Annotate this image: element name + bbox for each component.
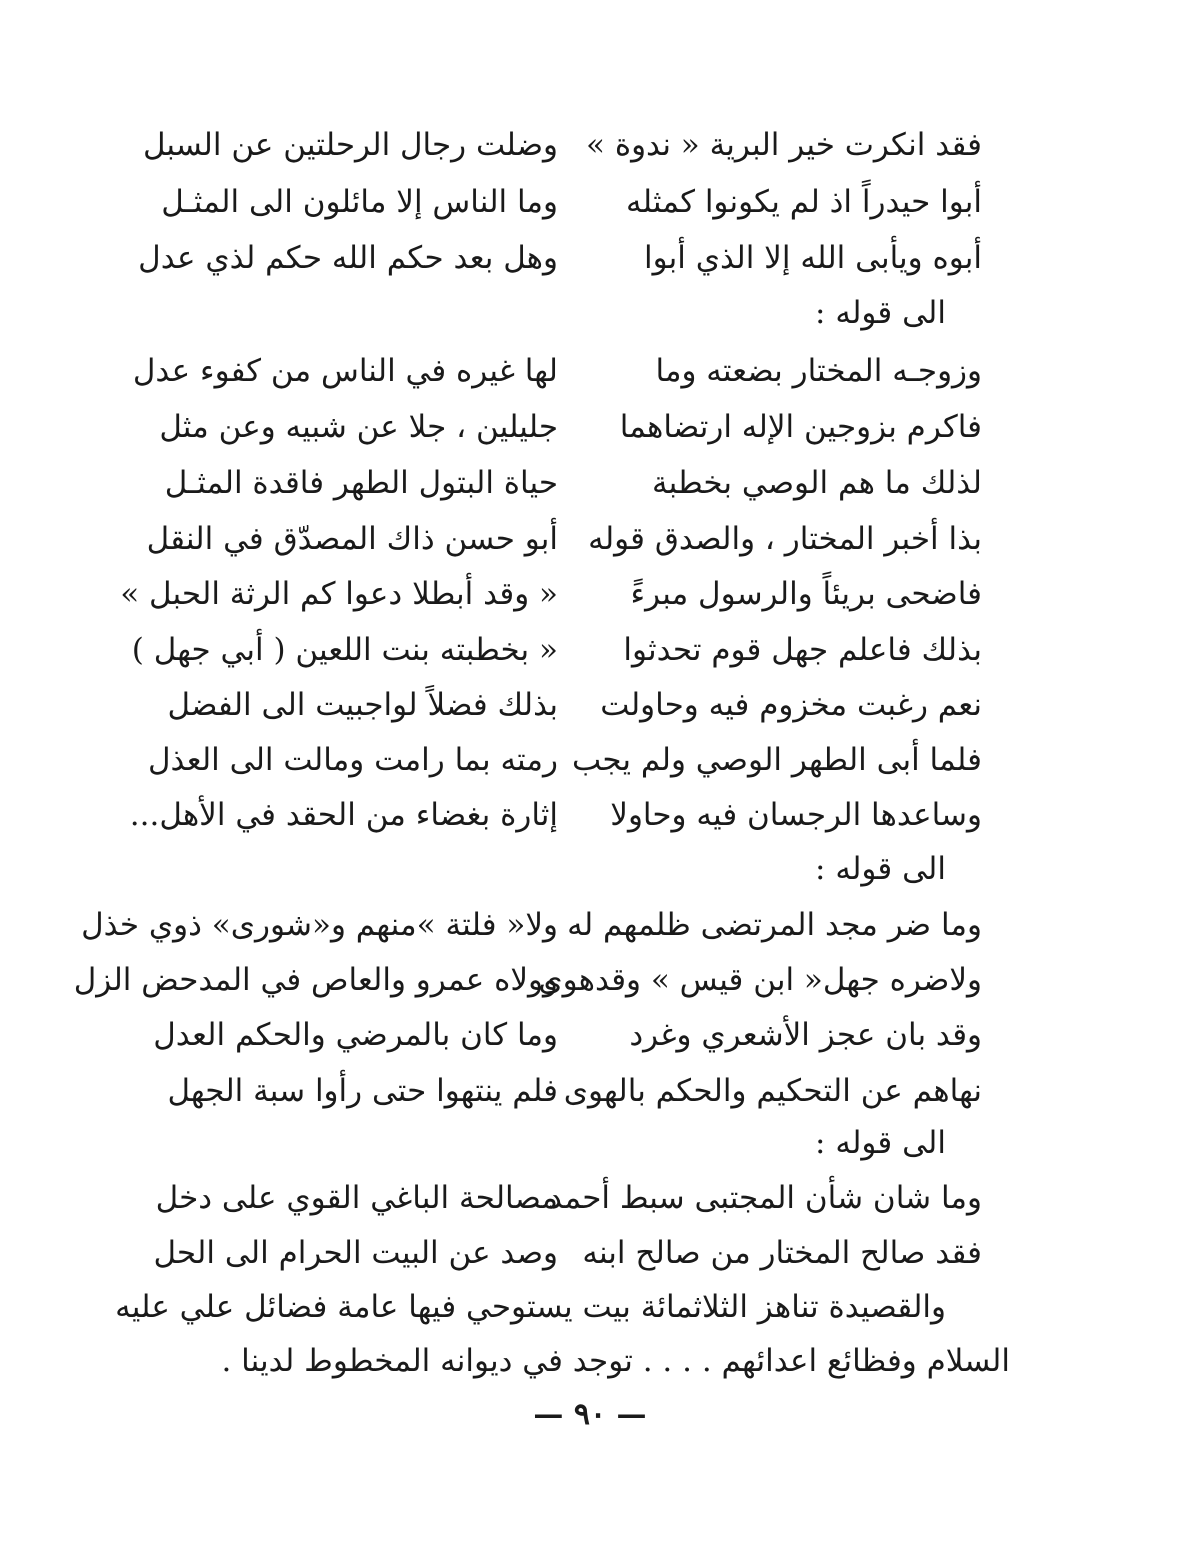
verse-line bbox=[147, 735, 1000, 785]
verse-left-hemistich: حياة البتول الطهر فاقدة المثـل bbox=[164, 465, 558, 501]
verse-left-hemistich: لها غيره في الناس من كفوء عدل bbox=[132, 353, 558, 389]
verse-left-hemistich: وما الناس إلا مائلون الى المثـل bbox=[161, 184, 558, 220]
verse-left-hemistich: ولا« فلتة »منهم و«شورى» ذوي خذل bbox=[81, 907, 558, 943]
verse-right-hemistich: وما ضر مجد المرتضى ظلمهم له bbox=[567, 907, 982, 943]
verse-line bbox=[153, 1010, 1000, 1060]
verse-line bbox=[164, 458, 1000, 508]
verse-line bbox=[81, 900, 1000, 950]
verse-left-hemistich: وضلت رجال الرحلتين عن السبل bbox=[142, 127, 558, 163]
verse-right-hemistich: أبوه ويأبى الله إلا الذي أبوا bbox=[644, 240, 982, 276]
verse-right-hemistich: وساعدها الرجسان فيه وحاولا bbox=[610, 797, 982, 833]
verse-right-hemistich: وزوجـه المختار بضعته وما bbox=[655, 353, 982, 389]
page-number: — ٩٠ — bbox=[533, 1397, 647, 1432]
verse-cue: الى قوله : bbox=[815, 295, 946, 331]
verse-right-hemistich: فاضحى بريئاً والرسول مبرءً bbox=[630, 576, 982, 612]
verse-left-hemistich: وهل بعد حكم الله حكم لذي عدل bbox=[138, 240, 558, 276]
verse-line bbox=[138, 233, 1000, 283]
verse-right-hemistich: وما شان شأن المجتبى سبط أحمد bbox=[548, 1180, 982, 1216]
verse-right-hemistich: فقد صالح المختار من صالح ابنه bbox=[582, 1235, 982, 1271]
verse-line bbox=[120, 569, 1000, 619]
verse-line bbox=[146, 514, 1000, 564]
verse-line bbox=[155, 1173, 1000, 1223]
verse-right-hemistich: فلما أبى الطهر الوصي ولم يجب bbox=[571, 742, 982, 778]
verse-line bbox=[167, 1066, 1000, 1116]
verse-left-hemistich: إثارة بغضاء من الحقد في الأهل... bbox=[129, 797, 558, 833]
verse-cue: الى قوله : bbox=[815, 1125, 946, 1161]
verse-left-hemistich: بذلك فضلاً لواجبيت الى الفضل bbox=[167, 687, 558, 723]
verse-left-hemistich: مصالحة الباغي القوي على دخل bbox=[155, 1180, 558, 1216]
verse-left-hemistich: وما كان بالمرضي والحكم العدل bbox=[153, 1017, 558, 1053]
verse-left-hemistich: فلم ينتهوا حتى رأوا سبة الجهل bbox=[167, 1073, 558, 1109]
verse-line bbox=[153, 1228, 1000, 1278]
verse-right-hemistich: فقد انكرت خير البرية « ندوة » bbox=[586, 127, 982, 163]
verse-left-hemistich: جليلين ، جلا عن شبيه وعن مثل bbox=[159, 409, 558, 445]
verse-left-hemistich: « بخطبته بنت اللعين ( أبي جهل ) bbox=[131, 632, 558, 668]
verse-right-hemistich: وقد بان عجز الأشعري وغرد bbox=[629, 1017, 982, 1053]
verse-line bbox=[131, 625, 1000, 675]
verse-left-hemistich: رمته بما رامت ومالت الى العذل bbox=[147, 742, 558, 778]
prose-line: والقصيدة تناهز الثلاثمائة بيت يستوحي فيها عامة فضائل علي عليه bbox=[115, 1289, 946, 1325]
verse-right-hemistich: نعم رغبت مخزوم فيه وحاولت bbox=[600, 687, 982, 723]
verse-left-hemistich: وصد عن البيت الحرام الى الحل bbox=[153, 1235, 558, 1271]
verse-line bbox=[142, 120, 1000, 170]
verse-right-hemistich: أبوا حيدراً اذ لم يكونوا كمثله bbox=[626, 184, 982, 220]
verse-line bbox=[161, 177, 1000, 227]
verse-right-hemistich: بذا أخبر المختار ، والصدق قوله bbox=[588, 521, 982, 557]
verse-line bbox=[73, 955, 1000, 1005]
verse-line bbox=[132, 346, 1000, 396]
verse-left-hemistich: أبو حسن ذاك المصدّق في النقل bbox=[146, 521, 558, 557]
verse-right-hemistich: ولاضره جهل« ابن قيس » وقدهوى bbox=[538, 962, 982, 998]
verse-right-hemistich: بذلك فاعلم جهل قوم تحدثوا bbox=[623, 632, 982, 668]
verse-left-hemistich: « وقد أبطلا دعوا كم الرثة الحبل » bbox=[120, 576, 558, 612]
verse-line bbox=[167, 680, 1000, 730]
verse-line bbox=[129, 790, 1000, 840]
verse-cue: الى قوله : bbox=[815, 851, 946, 887]
verse-right-hemistich: لذلك ما هم الوصي بخطبة bbox=[651, 465, 982, 501]
verse-right-hemistich: فاكرم بزوجين الإله ارتضاهما bbox=[619, 409, 982, 445]
verse-right-hemistich: نهاهم عن التحكيم والحكم بالهوى bbox=[563, 1073, 982, 1109]
prose-line: السلام وفظائع اعدائهم . . . . توجد في ديوانه المخطوط لدينا . bbox=[221, 1343, 1010, 1379]
verse-left-hemistich: وولاه عمرو والعاص في المدحض الزل bbox=[73, 962, 558, 998]
verse-line bbox=[159, 402, 1000, 452]
